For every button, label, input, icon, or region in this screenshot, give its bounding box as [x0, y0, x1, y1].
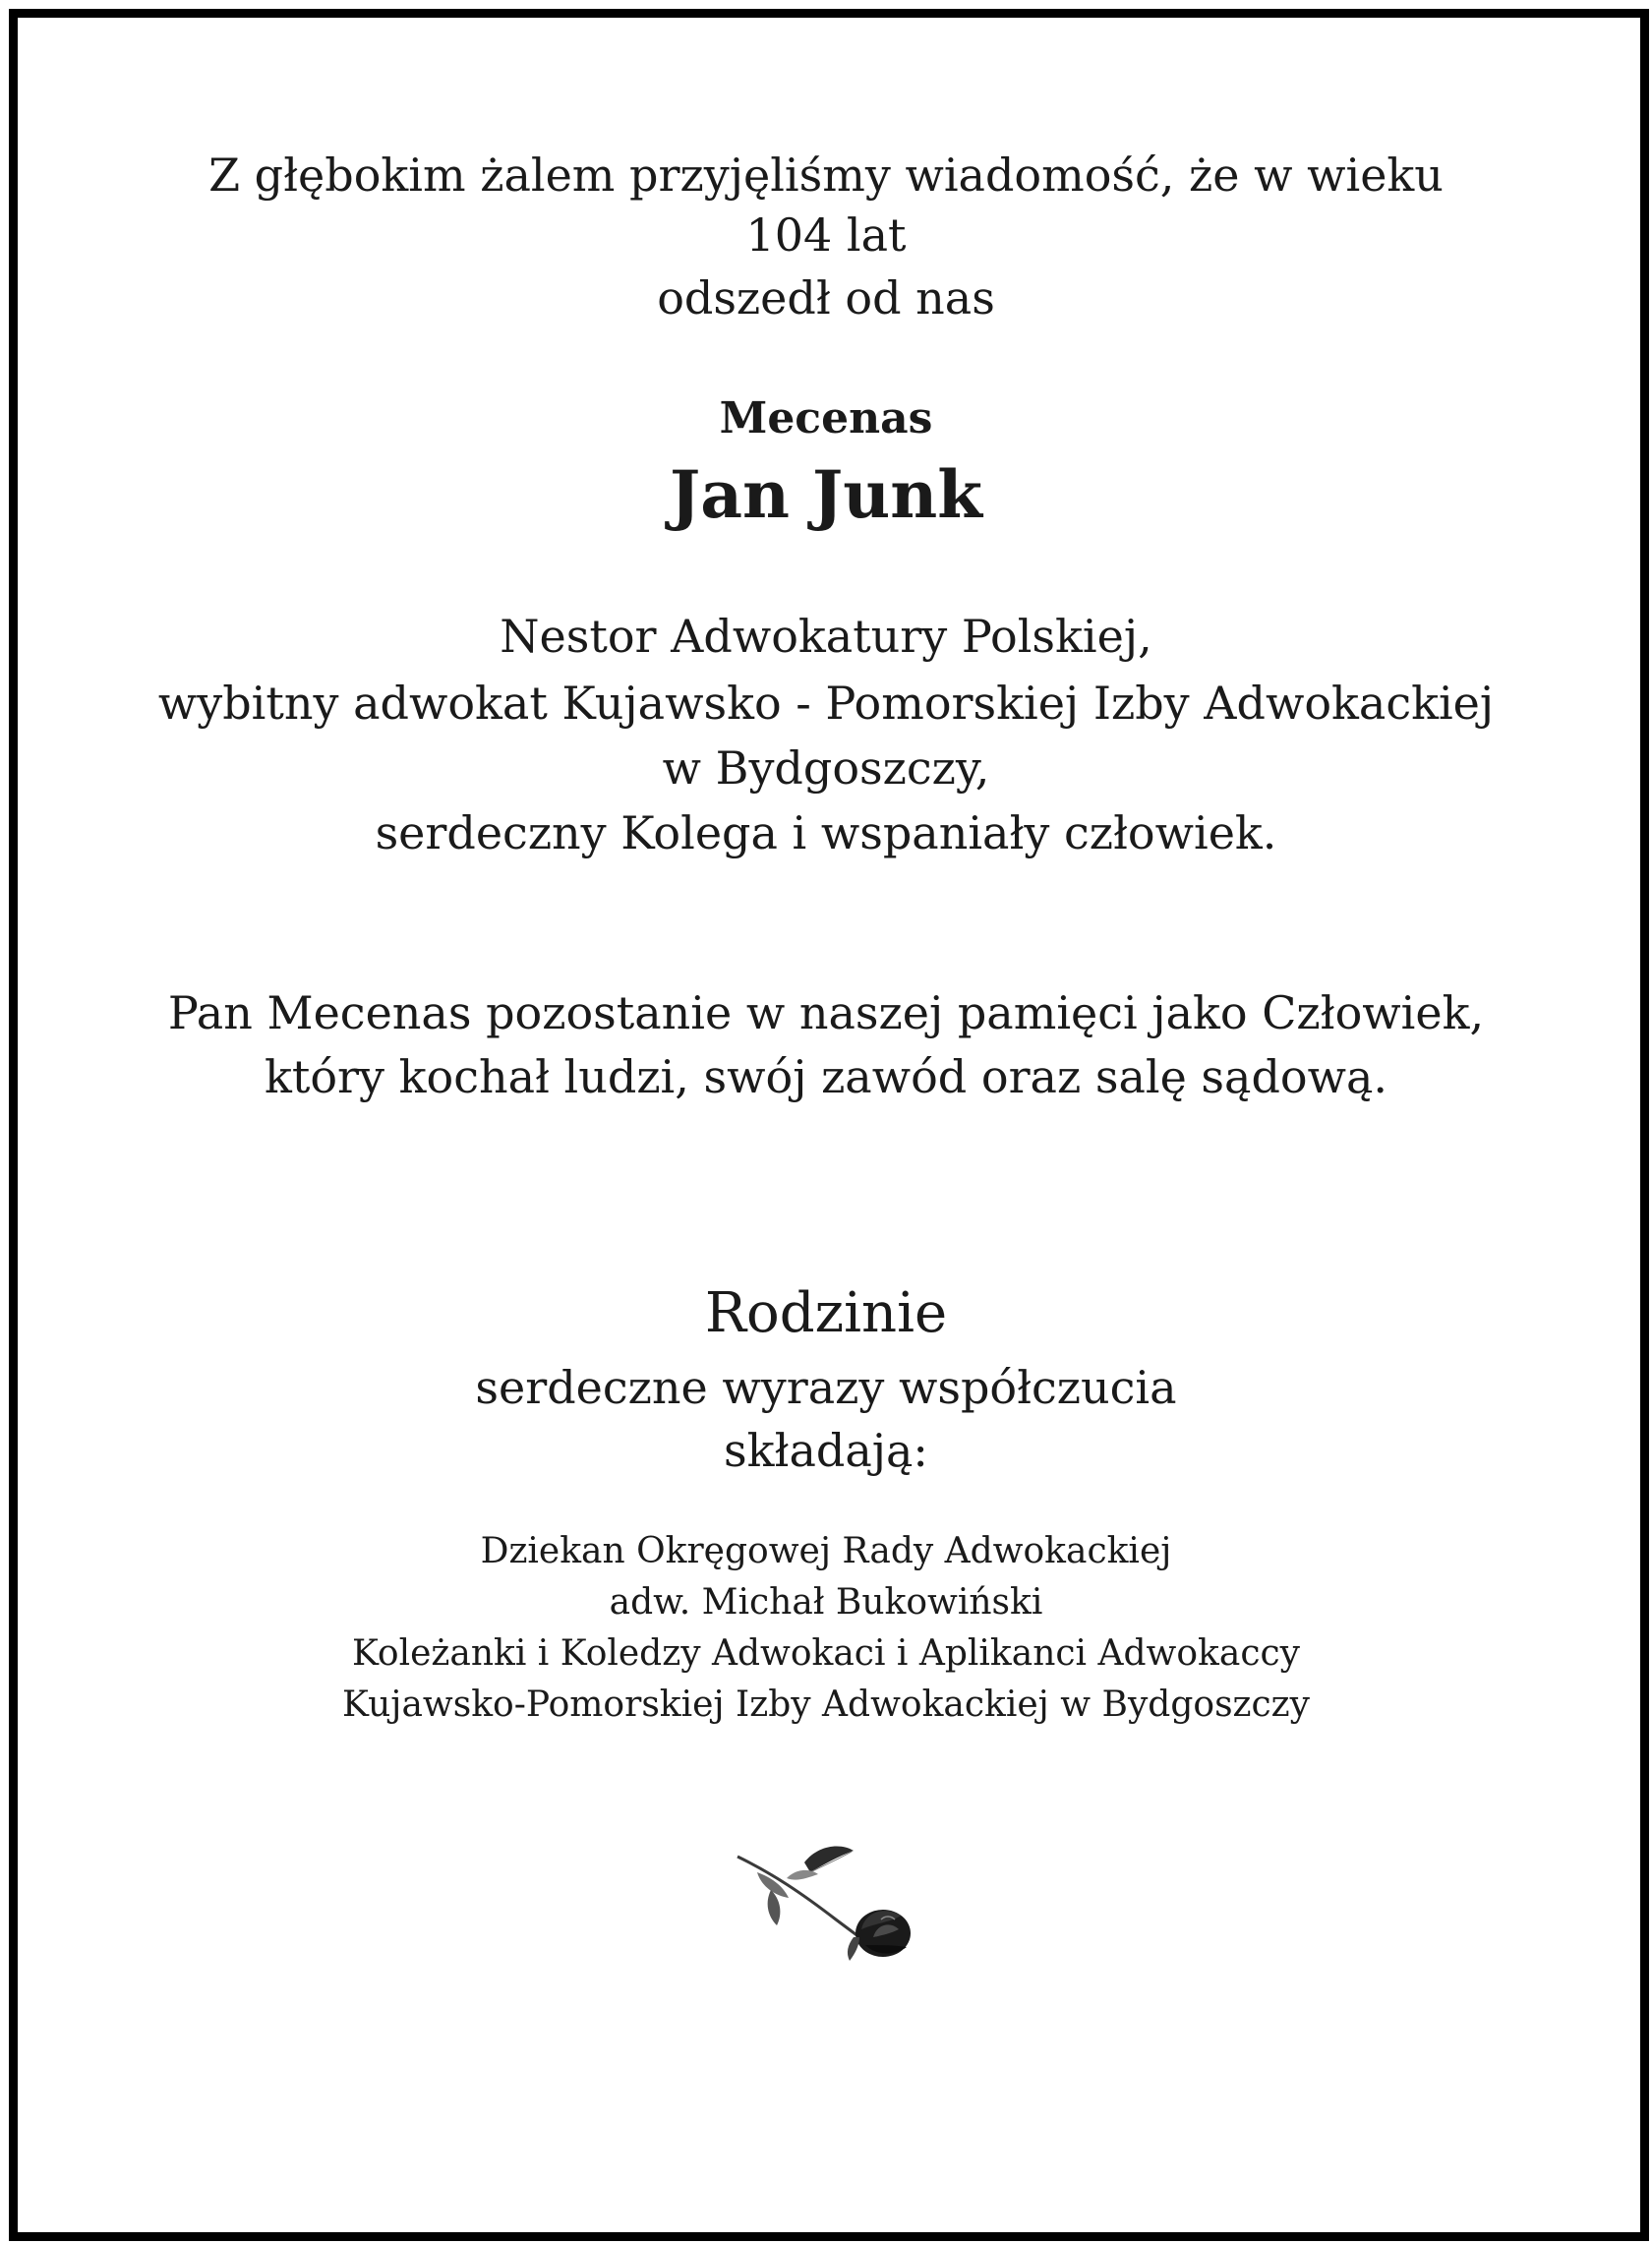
- signer-line-4: Kujawsko-Pomorskiej Izby Adwokackiej w Bydgoszczy: [342, 1684, 1310, 1725]
- signer-line-1: Dziekan Okręgowej Rady Adwokackiej: [480, 1531, 1172, 1571]
- intro-line-3: odszedł od nas: [657, 271, 995, 325]
- signer-line-3: Koleżanki i Koledzy Adwokaci i Aplikanci Adwokaccy: [352, 1633, 1300, 1674]
- intro-line-1: Z głębokim żalem przyjęliśmy wiadomość, że w wieku: [208, 148, 1444, 202]
- signer-line-2: adw. Michał Bukowiński: [609, 1582, 1043, 1623]
- description-line-3: w Bydgoszczy,: [662, 741, 990, 795]
- honorific-title: Mecenas: [719, 393, 933, 443]
- description-line-4: serdeczny Kolega i wspaniały człowiek.: [375, 806, 1277, 859]
- condolences-line-2: składają:: [724, 1424, 928, 1477]
- memory-line-2: który kochał ludzi, swój zawód oraz salę sądową.: [264, 1050, 1388, 1103]
- description-line-1: Nestor Adwokatury Polskiej,: [500, 610, 1152, 663]
- rose-icon: [728, 1839, 914, 1967]
- description-line-2: wybitny adwokat Kujawsko - Pomorskiej Izby Adwokackiej: [157, 677, 1495, 730]
- memory-line-1: Pan Mecenas pozostanie w naszej pamięci jako Człowiek,: [167, 986, 1485, 1039]
- intro-line-2: 104 lat: [745, 208, 907, 262]
- condolences-heading: Rodzinie: [704, 1281, 948, 1345]
- deceased-name: Jan Junk: [670, 456, 982, 533]
- condolences-line-1: serdeczne wyrazy współczucia: [475, 1361, 1177, 1414]
